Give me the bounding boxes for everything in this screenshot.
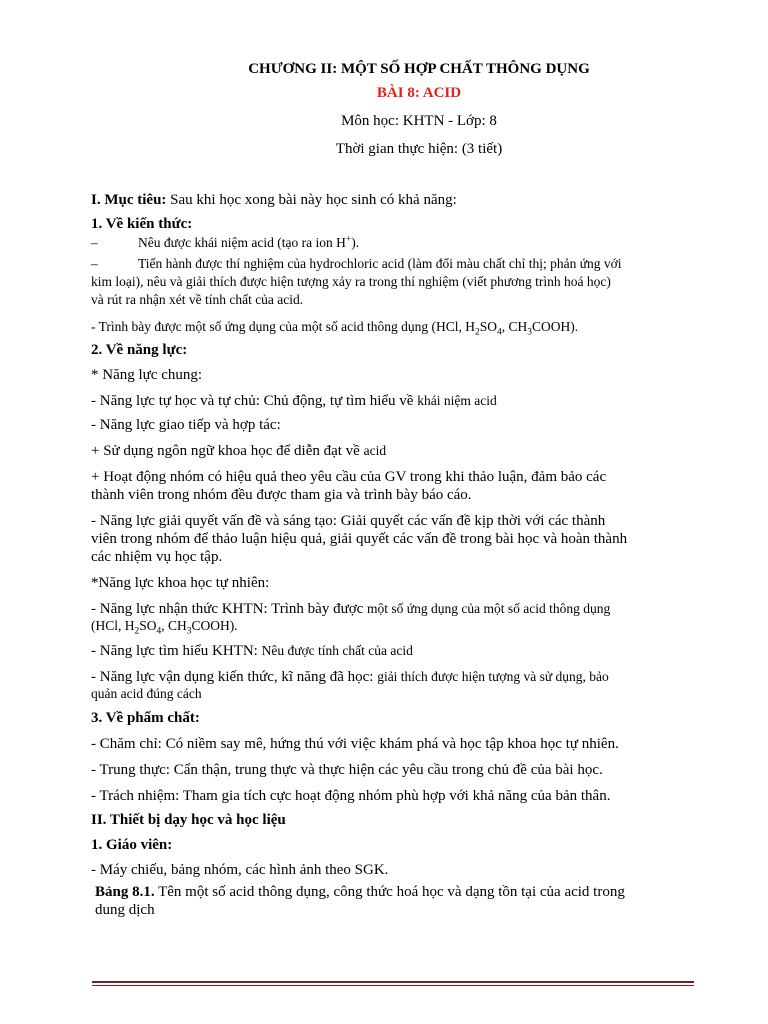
quality-honest: - Trung thực: Cẩn thận, trung thực và thực hiện các yêu cầu trong chủ đề của bài học. xyxy=(91,762,603,778)
knowledge-item-1 xyxy=(91,234,694,251)
text-run: SO xyxy=(479,319,497,334)
text-run: COOH). xyxy=(191,618,238,633)
text-run: - Năng lực vận dụng kiến thức, kĩ năng đã học: xyxy=(91,669,378,685)
superscript: + xyxy=(345,234,352,245)
text-run: Nêu được tính chất của acid xyxy=(261,643,413,658)
footer-rule-thin xyxy=(92,985,694,986)
objectives-intro: Sau khi học xong bài này học sinh có khả năng: xyxy=(166,192,457,208)
knowledge-item-1-end: ). xyxy=(351,235,360,250)
text-run: SO xyxy=(139,618,157,633)
dash-marker: – xyxy=(91,235,98,250)
text-run: acid xyxy=(363,443,387,458)
communication-line: - Năng lực giao tiếp và hợp tác: xyxy=(91,417,281,433)
subscript: 3 xyxy=(527,327,532,338)
problem-solving-line-1: - Năng lực giải quyết vấn đề và sáng tạo: Giải quyết các vấn đề kịp thời với các thành xyxy=(91,513,606,529)
exploration-line xyxy=(91,642,694,660)
text-run: - Trình bày được một số ứng dụng của một số acid thông dụng (HCl, H xyxy=(91,319,476,334)
knowledge-item-3 xyxy=(91,318,694,338)
group-work-line-1: + Hoạt động nhóm có hiệu quả theo yêu cầu của GV trong khi thảo luận, đảm bảo các xyxy=(91,469,607,485)
footer-rule xyxy=(92,981,694,983)
subscript: 4 xyxy=(497,327,502,338)
text-run: COOH). xyxy=(531,319,579,334)
application-line-2: quản acid đúng cách xyxy=(91,686,202,701)
knowledge-item-1-text: Nêu được khái niệm acid (tạo ra ion H xyxy=(138,235,346,250)
teacher-items: - Máy chiếu, bảng nhóm, các hình ảnh theo SGK. xyxy=(91,862,389,878)
science-competence: *Năng lực khoa học tự nhiên: xyxy=(91,575,270,591)
text-run: - Năng lực tự học và tự chủ: Chủ động, tự tìm hiểu về xyxy=(91,393,418,409)
self-learning-line xyxy=(91,392,694,410)
chapter-title: CHƯƠNG II: MỘT SỐ HỢP CHẤT THÔNG DỤNG xyxy=(248,61,590,77)
text-run: một số ứng dụng của một số acid thông dụng xyxy=(367,601,611,616)
table-caption-text: Tên một số acid thông dụng, công thức hoá học và dạng tồn tại của acid trong xyxy=(154,884,625,900)
text-run: + Sử dụng ngôn ngữ khoa học để diễn đạt về xyxy=(91,443,364,459)
table-label: Bảng 8.1. xyxy=(95,884,155,900)
equipment-heading: II. Thiết bị dạy học và học liệu xyxy=(91,812,286,828)
lesson-title: BÀI 8: ACID xyxy=(376,85,462,101)
subscript: 2 xyxy=(475,327,480,338)
subscript: 4 xyxy=(156,626,162,637)
objectives-heading: I. Mục tiêu: xyxy=(91,192,167,208)
text-run: (HCl, H xyxy=(91,618,135,633)
problem-solving-line-3: các nhiệm vụ học tập. xyxy=(91,549,223,565)
group-work-line-2: thành viên trong nhóm đều được tham gia và trình bày báo cáo. xyxy=(91,487,472,503)
subscript: 2 xyxy=(134,626,140,637)
general-competence: * Năng lực chung: xyxy=(91,367,203,383)
dash-marker: – xyxy=(91,256,98,271)
text-run: - Năng lực nhận thức KHTN: Trình bày được xyxy=(91,601,368,617)
knowledge-item-2-line-2: kim loại), nêu và giải thích được hiện tượng xảy ra trong thí nghiệm (viết phương trình hoá học) xyxy=(91,274,611,289)
subject-line: Môn học: KHTN - Lớp: 8 xyxy=(341,113,497,129)
text-run: , CH xyxy=(161,618,187,633)
qualities-heading: 3. Về phẩm chất: xyxy=(91,710,200,726)
knowledge-heading: 1. Về kiến thức: xyxy=(91,216,193,232)
quality-diligent: - Chăm chỉ: Có niềm say mê, hứng thú với việc khám phá và học tập khoa học tự nhiên. xyxy=(91,736,619,752)
subscript: 3 xyxy=(186,626,192,637)
teacher-heading: 1. Giáo viên: xyxy=(91,837,173,853)
language-line xyxy=(91,442,694,460)
competence-heading: 2. Về năng lực: xyxy=(91,342,188,358)
recognition-line-1 xyxy=(91,600,694,618)
text-run: giải thích được hiện tượng và sử dụng, bảo xyxy=(377,669,609,684)
duration-line: Thời gian thực hiện: (3 tiết) xyxy=(335,141,503,157)
text-run: , CH xyxy=(501,319,528,334)
knowledge-item-2-text: Tiến hành được thí nghiệm của hydrochloric acid (làm đổi màu chất chỉ thị; phản ứng với xyxy=(138,256,622,271)
knowledge-item-2-line-3: và rút ra nhận xét về tính chất của acid. xyxy=(91,292,304,307)
knowledge-item-2-line-1 xyxy=(91,255,694,272)
quality-responsible: - Trách nhiệm: Tham gia tích cực hoạt động nhóm phù hợp với khả năng của bản thân. xyxy=(91,788,611,804)
text-run: khái niệm acid xyxy=(417,393,497,408)
table-caption-line-1 xyxy=(95,884,698,901)
application-line-1 xyxy=(91,668,694,686)
table-caption-line-2: dung dịch xyxy=(95,902,155,918)
objectives-heading-line xyxy=(91,192,694,209)
text-run: - Năng lực tìm hiểu KHTN: xyxy=(91,643,262,659)
problem-solving-line-2: viên trong nhóm để thảo luận hiệu quả, giải quyết các vấn đề trong bài học và hoàn thành xyxy=(91,531,628,547)
recognition-line-2 xyxy=(91,617,694,637)
